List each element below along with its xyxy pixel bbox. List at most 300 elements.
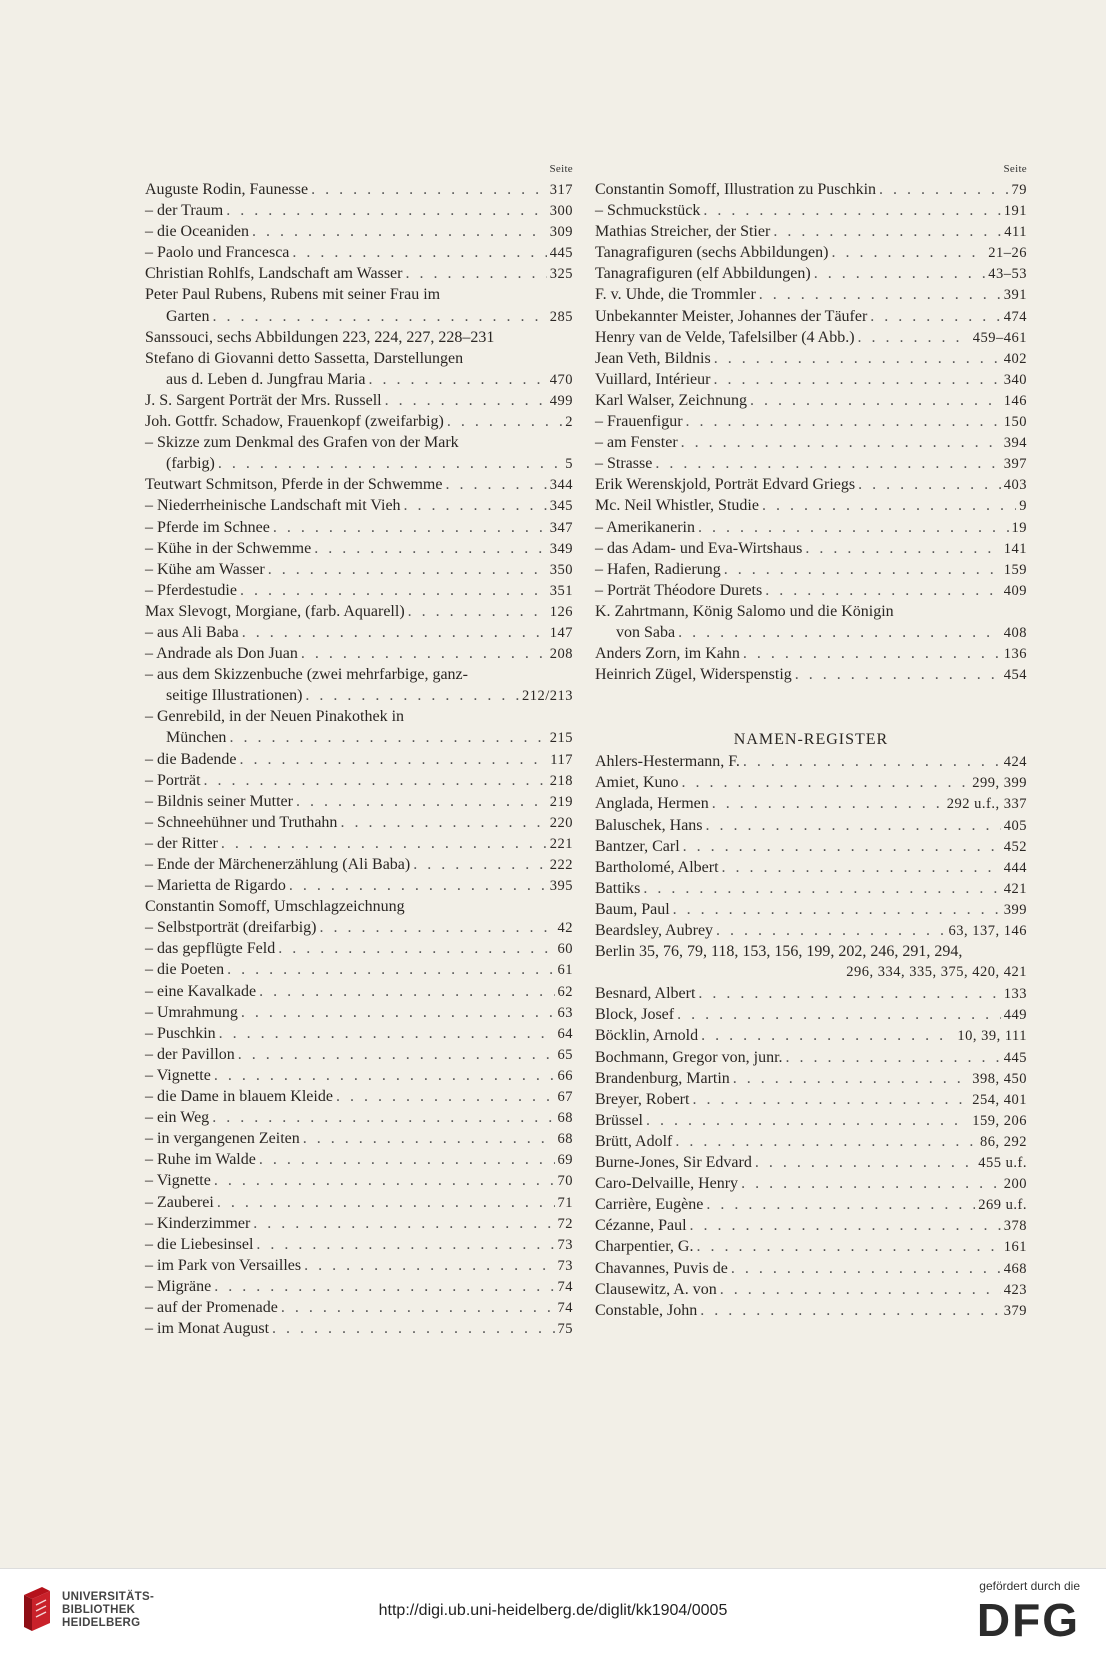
dot-leader (219, 1023, 555, 1044)
index-entry (145, 1128, 573, 1149)
dot-leader (259, 1149, 555, 1170)
index-entry (595, 1194, 1027, 1215)
dot-leader (252, 221, 547, 242)
index-entry (145, 1149, 573, 1170)
page-number: 159, 206 (972, 1112, 1027, 1129)
entry-title: – Ende der Märchenerzählung (Ali Baba) (145, 856, 411, 873)
index-column-right (595, 160, 1027, 1321)
page-number: 161 (1003, 1239, 1027, 1256)
entry-title: seitige Illustrationen) (166, 687, 303, 705)
entry-title: Brütt, Adolf (595, 1132, 673, 1150)
entry-title: Beardsley, Aubrey (595, 922, 714, 939)
entry-title: Carrière, Eugène (595, 1196, 704, 1214)
entry-title: Baum, Paul (595, 900, 670, 918)
dot-leader (314, 538, 547, 559)
index-entry (145, 1086, 573, 1107)
index-entry (595, 1025, 1027, 1046)
entry-title: – Puschkin (145, 1024, 216, 1042)
page-number: 405 (1003, 817, 1027, 834)
entry-title: Garten (166, 307, 210, 325)
dot-leader (212, 1107, 554, 1128)
page-number: 309 (549, 224, 573, 241)
dot-leader (759, 284, 1001, 305)
dot-leader (814, 263, 986, 284)
dot-leader (241, 1002, 555, 1023)
entry-title: – Pferdestudie (145, 581, 237, 599)
index-entry (595, 179, 1027, 200)
dot-leader (683, 836, 1001, 857)
dot-leader (795, 664, 1001, 685)
page-number: 74 (557, 1278, 573, 1295)
dot-leader (686, 411, 1001, 432)
entry-title: – Schmuckstück (595, 202, 701, 220)
index-entry (595, 643, 1027, 664)
dot-leader (259, 981, 554, 1002)
page-number: 147 (549, 624, 573, 641)
dot-leader (655, 453, 1000, 474)
index-entry (595, 878, 1027, 899)
index-entry (595, 580, 1027, 601)
dot-leader (858, 474, 1001, 495)
page-number: 345 (549, 498, 573, 515)
entry-title: – Porträt Théodore Durets (595, 581, 763, 599)
entry-title: Tanagrafiguren (elf Abbildungen) (595, 265, 811, 283)
index-entry (595, 664, 1027, 685)
dfg-logo: DFG (976, 1594, 1080, 1646)
entry-title: Chavannes, Puvis de (595, 1259, 728, 1277)
dot-leader (304, 1255, 554, 1276)
index-entry (595, 1004, 1027, 1025)
page-number: 395 (549, 878, 573, 895)
dot-leader (755, 1152, 975, 1173)
page-number: 200 (1003, 1176, 1027, 1193)
page-number: 397 (1003, 456, 1027, 473)
page-number: 68 (557, 1131, 573, 1148)
entry-title: – Pferde im Schnee (145, 518, 270, 536)
page-number: 299, 399 (972, 775, 1027, 792)
dot-leader (713, 369, 1000, 390)
index-entry (145, 959, 573, 980)
entry-title: Karl Walser, Zeichnung (595, 391, 747, 409)
dot-leader (675, 1131, 977, 1152)
index-entry (145, 917, 573, 938)
page-number: 146 (1003, 392, 1027, 409)
page-number: 421 (1003, 880, 1027, 897)
entry-title: – Selbstporträt (dreifarbig) (145, 919, 317, 937)
dot-leader (731, 1258, 1001, 1279)
entry-title: Clausewitz, A. von (595, 1280, 717, 1298)
dot-leader (870, 306, 1000, 327)
entry-title: von Saba (616, 623, 676, 641)
dot-leader (690, 1215, 1001, 1236)
dot-leader (673, 899, 1001, 920)
entry-title: Bantzer, Carl (595, 837, 680, 855)
entry-title: Tanagrafiguren (sechs Abbildungen) (595, 244, 829, 262)
footer-bar (0, 1568, 1106, 1654)
dot-leader (741, 1173, 1001, 1194)
dot-leader (722, 857, 1001, 878)
index-entry (595, 793, 1027, 814)
page-number: 212/213 (521, 688, 573, 705)
index-entry (145, 517, 573, 538)
index-entry: Constantin Somoff, Umschlagzeichnung (145, 898, 405, 916)
entry-title: Jean Veth, Bildnis (595, 349, 711, 367)
dot-leader (700, 1300, 1001, 1321)
index-entry (595, 920, 1027, 941)
dot-leader (447, 411, 562, 432)
dot-leader (698, 983, 1000, 1004)
entry-title: – Vignette (145, 1066, 211, 1084)
dot-leader (681, 432, 1001, 453)
index-entry (595, 559, 1027, 580)
page-number: 191 (1003, 203, 1027, 220)
page-number: 300 (549, 203, 573, 220)
page-number: 60 (557, 941, 573, 958)
page-number: 285 (549, 308, 573, 325)
index-entry (595, 411, 1027, 432)
dot-leader (253, 1213, 554, 1234)
index-entry (145, 938, 573, 959)
page-number: 317 (549, 182, 573, 198)
dot-leader (682, 772, 970, 793)
page-number: 459–461 (972, 329, 1027, 346)
dot-leader (643, 878, 1000, 899)
dot-leader (750, 390, 1001, 411)
entry-title: – Strasse (595, 455, 653, 473)
entry-title: – Andrade als Don Juan (145, 645, 298, 663)
entry-title: – Hafen, Radierung (595, 560, 721, 578)
dot-leader (678, 622, 1001, 643)
dot-leader (320, 917, 555, 938)
entry-title: Baluschek, Hans (595, 816, 703, 834)
page-number: 73 (557, 1257, 573, 1274)
index-entry (595, 327, 1027, 348)
index-entry (145, 1002, 573, 1023)
page-number: 220 (549, 814, 573, 831)
entry-title: – Porträt (145, 771, 201, 789)
index-entry: – Genrebild, in der Neuen Pinakothek in (145, 708, 405, 726)
index-entry (595, 983, 1027, 1004)
dot-leader (762, 495, 1016, 516)
index-entry (145, 1170, 573, 1191)
page-number: 470 (549, 371, 573, 388)
index-entry (145, 263, 573, 284)
entry-title: – am Fenster (595, 434, 678, 452)
index-entry (595, 1258, 1027, 1279)
dot-leader (240, 580, 547, 601)
dot-leader (240, 749, 548, 770)
dot-leader (273, 517, 547, 538)
page-number: 117 (550, 751, 573, 768)
page-number: 61 (557, 962, 573, 979)
page-number: 344 (549, 477, 573, 494)
page-number: 66 (557, 1067, 573, 1084)
page-number: 402 (1003, 350, 1027, 367)
index-entry (595, 200, 1027, 221)
index-entry (145, 1023, 573, 1044)
entry-title: Auguste Rodin, Faunesse (145, 181, 309, 198)
index-entry (145, 453, 573, 474)
entry-title: Brandenburg, Martin (595, 1069, 730, 1087)
page-number: 454 (1003, 667, 1027, 684)
entry-title: Erik Werenskjold, Porträt Edvard Griegs (595, 476, 856, 494)
dot-leader (773, 221, 1001, 242)
entry-title: Caro-Delvaille, Henry (595, 1175, 739, 1193)
page-number: 347 (549, 519, 573, 536)
page-number: 408 (1003, 624, 1027, 641)
dot-leader (786, 1047, 1001, 1068)
dot-leader (227, 959, 554, 980)
dot-leader (226, 200, 547, 221)
index-entry (145, 791, 573, 812)
entry-title: Mathias Streicher, der Stier (595, 223, 771, 241)
index-entry (595, 1215, 1027, 1236)
page-number: 69 (557, 1152, 573, 1169)
page-number: 221 (549, 835, 573, 852)
entry-title: – aus Ali Baba (145, 623, 239, 641)
entry-title: Constable, John (595, 1301, 698, 1319)
page-number: 86, 292 (980, 1133, 1027, 1150)
dot-leader (879, 179, 1008, 200)
index-entry (145, 770, 573, 791)
section-title: NAMEN-REGISTER (733, 731, 889, 749)
index-entry (145, 200, 573, 221)
dot-leader (272, 1318, 554, 1339)
entry-title: Joh. Gottfr. Schadow, Frauenkopf (zweifarbig) (145, 413, 444, 431)
entry-title: – eine Kavalkade (145, 982, 257, 1000)
page-number: 378 (1003, 1218, 1027, 1235)
index-entry (145, 622, 573, 643)
index-column-left (145, 160, 573, 1339)
dot-leader (296, 791, 547, 812)
page-number: 444 (1003, 859, 1027, 876)
entry-title: – Umrahmung (145, 1003, 238, 1021)
page-number: 340 (1003, 371, 1027, 388)
entry-title: – Marietta de Rigardo (145, 877, 286, 895)
entry-title: – Kinderzimmer (145, 1214, 251, 1232)
dot-leader (204, 770, 547, 791)
dot-leader (743, 643, 1001, 664)
entry-title: Battiks (595, 879, 641, 897)
page-number: 63, 137, 146 (948, 923, 1027, 939)
dot-leader (311, 179, 547, 200)
entry-title: Christian Rohlfs, Landschaft am Wasser (145, 265, 403, 283)
dot-leader (677, 1004, 1001, 1025)
dot-leader (858, 327, 970, 348)
page-number: 350 (549, 561, 573, 578)
dot-leader (278, 938, 554, 959)
entry-title: – der Traum (145, 202, 224, 220)
index-entry (145, 179, 573, 200)
page-number: 292 u.f., 337 (946, 796, 1027, 813)
index-entry (145, 1107, 573, 1128)
page-number: 468 (1003, 1260, 1027, 1277)
entry-title: – Kühe in der Schwemme (145, 539, 312, 557)
dot-leader (214, 1276, 554, 1297)
dot-leader (336, 1086, 555, 1107)
index-entry (595, 1068, 1027, 1089)
index-entry (145, 495, 573, 516)
index-entry (145, 559, 573, 580)
index-entry (595, 1173, 1027, 1194)
page-number: 218 (549, 772, 573, 789)
entry-title: – die Oceaniden (145, 223, 249, 241)
page-number: 67 (557, 1089, 573, 1106)
index-entry (145, 749, 573, 770)
index-entry (145, 1255, 573, 1276)
entry-title: Ahlers-Hestermann, F. (595, 753, 740, 771)
source-url-link[interactable]: http://digi.ub.uni-heidelberg.de/diglit/kk1904/0005 (378, 1602, 728, 1619)
index-entry (145, 1065, 573, 1086)
page-column-header: Seite (1003, 163, 1027, 175)
page-number: 455 u.f. (978, 1155, 1027, 1172)
page-number: 71 (557, 1194, 573, 1211)
index-entry (145, 854, 573, 875)
page-number: 75 (557, 1321, 573, 1338)
page-number: 219 (549, 793, 573, 810)
index-entry (145, 369, 573, 390)
entry-title: – Vignette (145, 1172, 211, 1190)
page-number: 411 (1004, 224, 1027, 241)
index-entry (595, 242, 1027, 263)
index-entry (145, 1234, 573, 1255)
entry-title: Max Slevogt, Morgiane, (farb. Aquarell) (145, 602, 405, 620)
entry-title: – im Park von Versailles (145, 1256, 302, 1274)
entry-title: – der Pavillon (145, 1045, 235, 1063)
page-number: 351 (549, 582, 573, 599)
index-entry: Stefano di Giovanni detto Sassetta, Darstellungen (145, 349, 464, 367)
dot-leader (214, 1065, 555, 1086)
dot-leader (698, 517, 1009, 538)
entry-title: Cézanne, Paul (595, 1217, 687, 1235)
entry-title: – Bildnis seiner Mutter (145, 792, 293, 810)
index-entry (145, 833, 573, 854)
index-entry (145, 538, 573, 559)
entry-title: – Kühe am Wasser (145, 560, 265, 578)
dot-leader (385, 390, 547, 411)
dot-leader (221, 833, 547, 854)
dot-leader (229, 727, 546, 748)
index-entry (595, 622, 1027, 643)
page-number: 394 (1003, 435, 1027, 452)
sponsor-note: gefördert durch die (979, 1579, 1080, 1593)
index-entry (145, 1276, 573, 1297)
index-entry (595, 221, 1027, 242)
page-number: 126 (549, 603, 573, 620)
page-number: 21–26 (988, 245, 1027, 262)
dot-leader (214, 1170, 555, 1191)
index-entry (145, 221, 573, 242)
index-entry (145, 1192, 573, 1213)
index-entry (595, 1089, 1027, 1110)
page-number: 73 (557, 1236, 573, 1253)
dot-leader (712, 793, 944, 814)
page-number: 391 (1003, 287, 1027, 304)
index-entry: K. Zahrtmann, König Salomo und die Königin (595, 602, 894, 620)
dot-leader (340, 812, 546, 833)
page-number: 150 (1003, 414, 1027, 431)
page-number: 222 (549, 857, 573, 873)
index-entry (595, 284, 1027, 305)
dot-leader (445, 474, 546, 495)
dot-leader (303, 1128, 555, 1149)
page-number: 64 (557, 1025, 573, 1042)
index-entry (595, 369, 1027, 390)
index-entry (595, 263, 1027, 284)
index-entry (595, 517, 1027, 538)
entry-title: Vuillard, Intérieur (595, 370, 711, 388)
page-number: 5 (565, 456, 573, 473)
entry-title: Bochmann, Gregor von, junr. (595, 1048, 783, 1066)
entry-title: – in vergangenen Zeiten (145, 1130, 300, 1148)
page-number: 10, 39, 111 (957, 1028, 1027, 1045)
index-entry (595, 1110, 1027, 1131)
entry-title: Brüssel (595, 1111, 643, 1129)
dot-leader (218, 453, 562, 474)
entry-title: aus d. Leben d. Jungfrau Maria (166, 370, 366, 388)
university-name: UNIVERSITÄTS- BIBLIOTHEK HEIDELBERG (62, 1591, 155, 1629)
dot-leader (281, 1297, 555, 1318)
dot-leader (369, 369, 547, 390)
index-entry: Peter Paul Rubens, Rubens mit seiner Frau im (145, 286, 441, 304)
dot-leader (692, 1089, 969, 1110)
page-number: 423 (1003, 1281, 1027, 1298)
index-entry (595, 538, 1027, 559)
dot-leader (703, 200, 1000, 221)
page-number: 215 (549, 730, 573, 747)
index-entry (145, 875, 573, 896)
index-entry (145, 601, 573, 622)
dot-leader (701, 1025, 954, 1046)
entry-title: Böcklin, Arnold (595, 1027, 699, 1045)
entry-title: Constantin Somoff, Illustration zu Puschkin (595, 181, 877, 198)
dot-leader (404, 495, 547, 516)
index-entry (595, 453, 1027, 474)
dot-leader (706, 1194, 975, 1215)
index-entry (145, 411, 573, 432)
dot-leader (405, 263, 546, 284)
page-number: 65 (557, 1046, 573, 1063)
entry-title: (farbig) (166, 455, 215, 473)
index-list (145, 179, 573, 1339)
page-number: 74 (557, 1299, 573, 1316)
page-column-header: Seite (549, 163, 573, 175)
dot-leader (696, 1236, 1000, 1257)
index-entry (595, 1131, 1027, 1152)
index-entry (145, 580, 573, 601)
dot-leader (301, 643, 547, 664)
entry-title: – das gepflügte Feld (145, 940, 276, 958)
page-number: 349 (549, 540, 573, 557)
index-entry (595, 474, 1027, 495)
dot-leader (238, 1044, 555, 1065)
index-entry (595, 772, 1027, 793)
index-entry (595, 751, 1027, 772)
entry-title: – Ruhe im Walde (145, 1151, 256, 1169)
entry-title: Henry van de Velde, Tafelsilber (4 Abb.) (595, 328, 855, 346)
dot-leader (720, 1279, 1001, 1300)
entry-title: Anglada, Hermen (595, 795, 709, 813)
page-number: 159 (1003, 561, 1027, 578)
entry-title: Heinrich Zügel, Widerspenstig (595, 666, 792, 684)
entry-title: – das Adam- und Eva-Wirtshaus (595, 539, 803, 557)
entry-title: – die Poeten (145, 961, 225, 979)
page-number: 70 (557, 1173, 573, 1190)
index-entry: Berlin 35, 76, 79, 118, 153, 156, 199, 202, 246, 291, 294, (595, 943, 963, 961)
dot-leader (413, 854, 547, 875)
page-number: 19 (1011, 519, 1027, 536)
page-number: 43–53 (988, 266, 1027, 283)
